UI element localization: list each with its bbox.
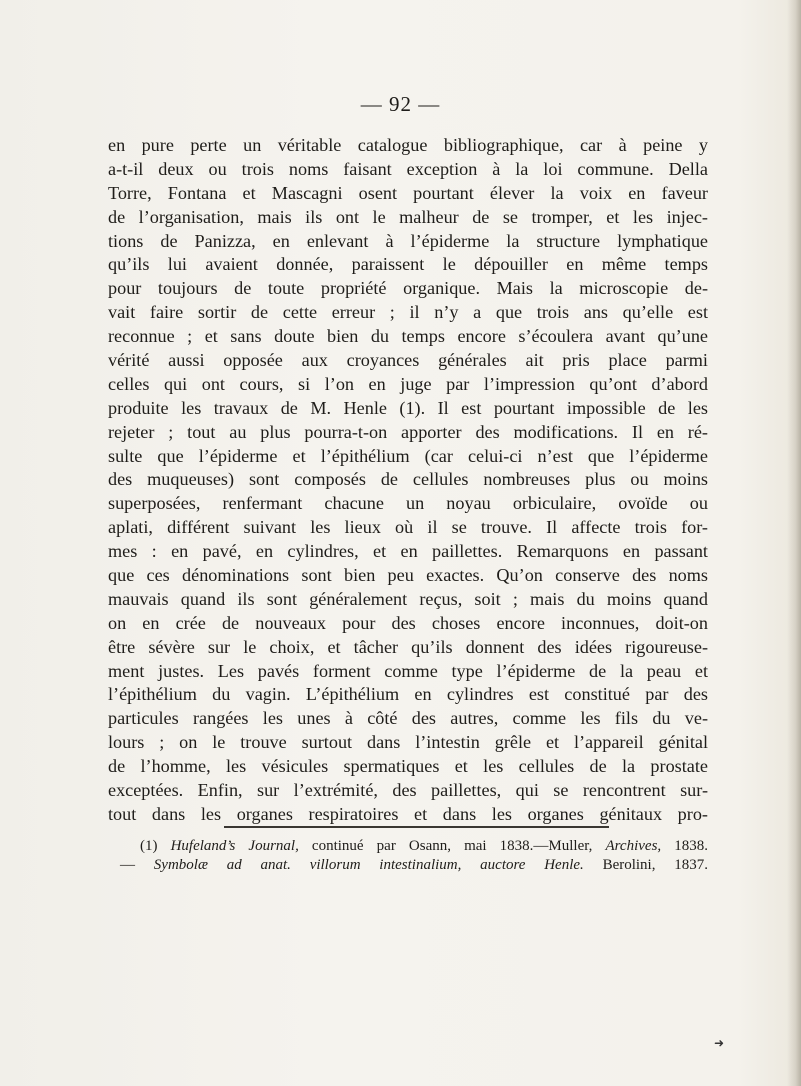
text-line: que ces dénominations sont bien peu exactes. Qu’on conserve des noms — [108, 565, 708, 586]
text-line: aplati, différent suivant les lieux où il se trouve. Il affecte trois for- — [108, 517, 708, 538]
text-line: vérité aussi opposée aux croyances générales ait pris place parmi — [108, 350, 708, 371]
text-line: exceptées. Enfin, sur l’extrémité, des paillettes, qui se rencontrent sur- — [108, 780, 708, 801]
footnote-text-2: Berolini, 1837. — [602, 857, 709, 873]
text-line: l’épithélium du vagin. L’épithélium en cylindres est constitué par des — [108, 684, 708, 705]
text-line: vait faire sortir de cette erreur ; il n’y a que trois ans qu’elle est — [108, 302, 708, 323]
page-number: — 92 — — [360, 92, 441, 116]
footnotes — [108, 837, 708, 875]
footnote-symbolae: Symbolæ ad anat. villorum intestinalium, auctore Henle. — [153, 857, 584, 873]
corner-arrow-mark: ➜ — [714, 1036, 725, 1050]
text-line: pour toujours de toute propriété organique. Mais la microscopie de- — [108, 278, 708, 299]
text-line: sulte que l’épiderme et l’épithélium (car celui-ci n’est que l’épiderme — [108, 445, 708, 466]
body-text — [108, 134, 708, 827]
text-line: particules rangées les unes à côté des autres, comme les fils du ve- — [108, 708, 708, 729]
text-line: tions de Panizza, en enlevant à l’épiderme la structure lymphatique — [108, 230, 708, 251]
text-line: de l’organisation, mais ils ont le malheur de se tromper, et les injec- — [108, 206, 708, 227]
footnote-year: 1838. — [674, 838, 708, 854]
text-line: des muqueuses) sont composés de cellules nombreuses plus ou moins — [108, 469, 708, 490]
text-line: a-t-il deux ou trois noms faisant exception à la loi commune. Della — [108, 158, 708, 179]
page-edge-shadow — [787, 0, 801, 1086]
text-line: reconnue ; et sans doute bien du temps encore s’écoulera avant qu’une — [108, 326, 708, 347]
text-line: mauvais quand ils sont généralement reçus, soit ; mais du moins quand — [108, 588, 708, 609]
text-line: être sévère sur le choix, et tâcher qu’ils donnent des idées rigoureuse- — [108, 636, 708, 657]
footnote-rule — [224, 826, 609, 828]
text-line: qu’ils lui avaient donnée, paraissent le dépouiller en même temps — [108, 254, 708, 275]
footnote-journal: Hufeland’s Journal, — [170, 838, 299, 854]
text-line: produite les travaux de M. Henle (1). Il est pourtant impossible de les — [108, 397, 708, 418]
footnote-marker: (1) — [140, 838, 158, 854]
text-line: mes : en pavé, en cylindres, et en paillettes. Remarquons en passant — [108, 541, 708, 562]
text-line: ment justes. Les pavés forment comme type l’épiderme de la peau et — [108, 660, 708, 681]
footnote-line-1 — [108, 837, 708, 856]
text-line: rejeter ; tout au plus pourra-t-on apporter des modifications. Il en ré- — [108, 421, 708, 442]
text-line: on en crée de nouveaux pour des choses encore inconnues, doit-on — [108, 612, 708, 633]
footnote-dash: — — [120, 857, 135, 873]
text-line: superposées, renfermant chacune un noyau orbiculaire, ovoïde ou — [108, 493, 708, 514]
text-line: lours ; on le trouve surtout dans l’intestin grêle et l’appareil génital — [108, 732, 708, 753]
footnote-archives: Archives, — [605, 838, 662, 854]
text-line: en pure perte un véritable catalogue bibliographique, car à peine y — [108, 135, 708, 155]
text-line: celles qui ont cours, si l’on en juge par l’impression qu’ont d’abord — [108, 373, 708, 394]
text-line: Torre, Fontana et Mascagni osent pourtant élever la voix en faveur — [108, 182, 708, 203]
footnote-line-2 — [108, 856, 708, 875]
text-line: de l’homme, les vésicules spermatiques et les cellules de la prostate — [108, 756, 708, 777]
footnote-text-1: continué par Osann, mai 1838.—Muller, — [311, 838, 593, 854]
text-line: tout dans les organes respiratoires et dans les organes génitaux pro- — [108, 803, 708, 824]
